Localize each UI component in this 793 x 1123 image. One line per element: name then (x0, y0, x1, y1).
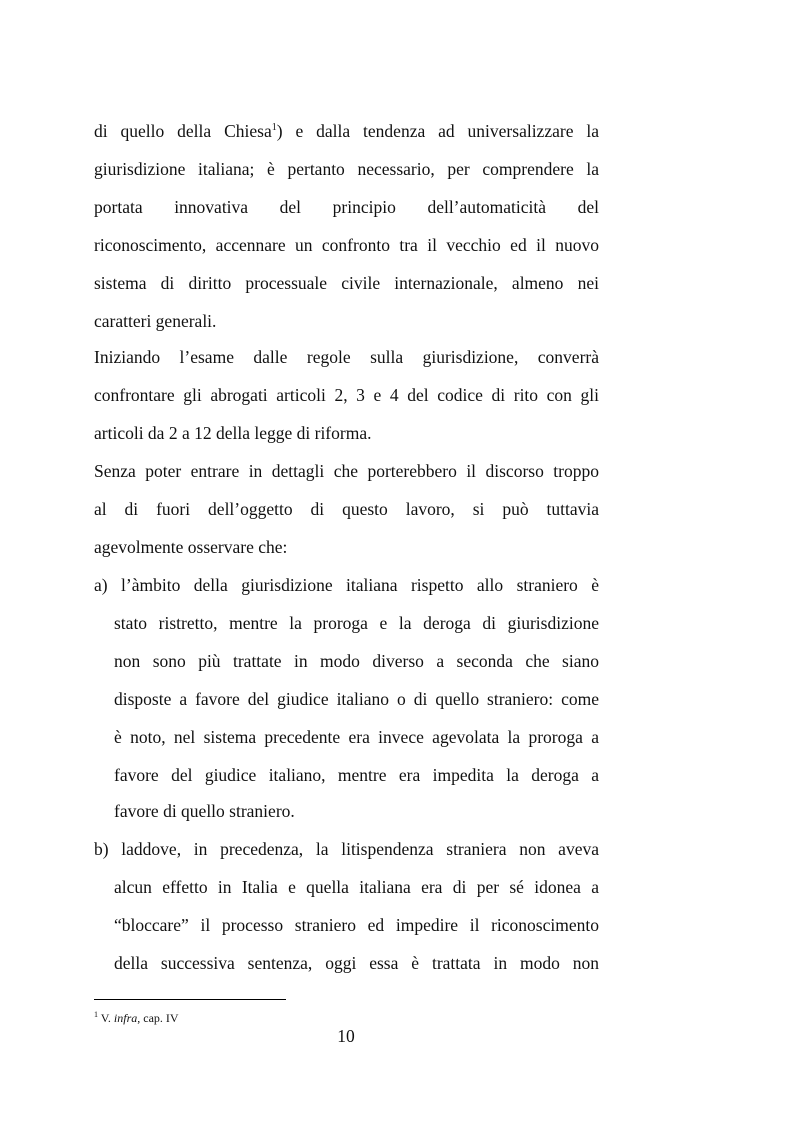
text-line: favore di quello straniero. (114, 801, 295, 821)
text-line: caratteri generali. (94, 311, 217, 331)
text-line: disposte a favore del giudice italiano o di quello straniero: come (114, 689, 599, 709)
text-line: “bloccare” il processo straniero ed impedire il riconoscimento (114, 915, 599, 935)
text-line: giurisdizione italiana; è pertanto necessario, per comprendere la (94, 159, 599, 179)
text-line: confrontare gli abrogati articoli 2, 3 e 4 del codice di rito con gli (94, 385, 599, 405)
text-line: portata innovativa del principio dell’automaticità del (94, 197, 599, 217)
footnote-number: 1 (94, 1010, 98, 1019)
footnote-reference: 1 (271, 122, 277, 133)
text-line: non sono più trattate in modo diverso a seconda che siano (114, 651, 599, 671)
text-line: agevolmente osservare che: (94, 537, 288, 557)
text-line: della successiva sentenza, oggi essa è trattata in modo non (114, 953, 599, 973)
page-number: 10 (337, 1026, 355, 1046)
text-line: al di fuori dell’oggetto di questo lavoro, si può tuttavia (94, 499, 599, 519)
text-line: articoli da 2 a 12 della legge di riforma. (94, 423, 372, 443)
footnote: $^1$ V. infra, cap. IV (94, 1010, 179, 1025)
text-line: riconoscimento, accennare un confronto tra il vecchio ed il nuovo (94, 235, 599, 255)
footnote-italic: infra (113, 1011, 138, 1025)
footnote-separator (94, 999, 286, 1000)
text-line: Iniziando l’esame dalle regole sulla giurisdizione, converrà (94, 347, 599, 367)
text-line: alcun effetto in Italia e quella italiana era di per sé idonea a (114, 877, 599, 897)
text-line: di quello della Chiesa$^1$) e dalla tendenza ad universalizzare la (94, 121, 599, 141)
list-item-a-first-line: a) l’àmbito della giurisdizione italiana rispetto allo straniero è (94, 575, 599, 595)
text-line: sistema di diritto processuale civile internazionale, almeno nei (94, 273, 599, 293)
text-line: è noto, nel sistema precedente era invece agevolata la proroga a (114, 727, 599, 747)
text-line: Senza poter entrare in dettagli che porterebbero il discorso troppo (94, 461, 599, 481)
text-line: favore del giudice italiano, mentre era impedita la deroga a (114, 765, 599, 785)
list-item-b-first-line: b) laddove, in precedenza, la litispendenza straniera non aveva (94, 839, 599, 859)
text-line: stato ristretto, mentre la proroga e la deroga di giurisdizione (114, 613, 599, 633)
